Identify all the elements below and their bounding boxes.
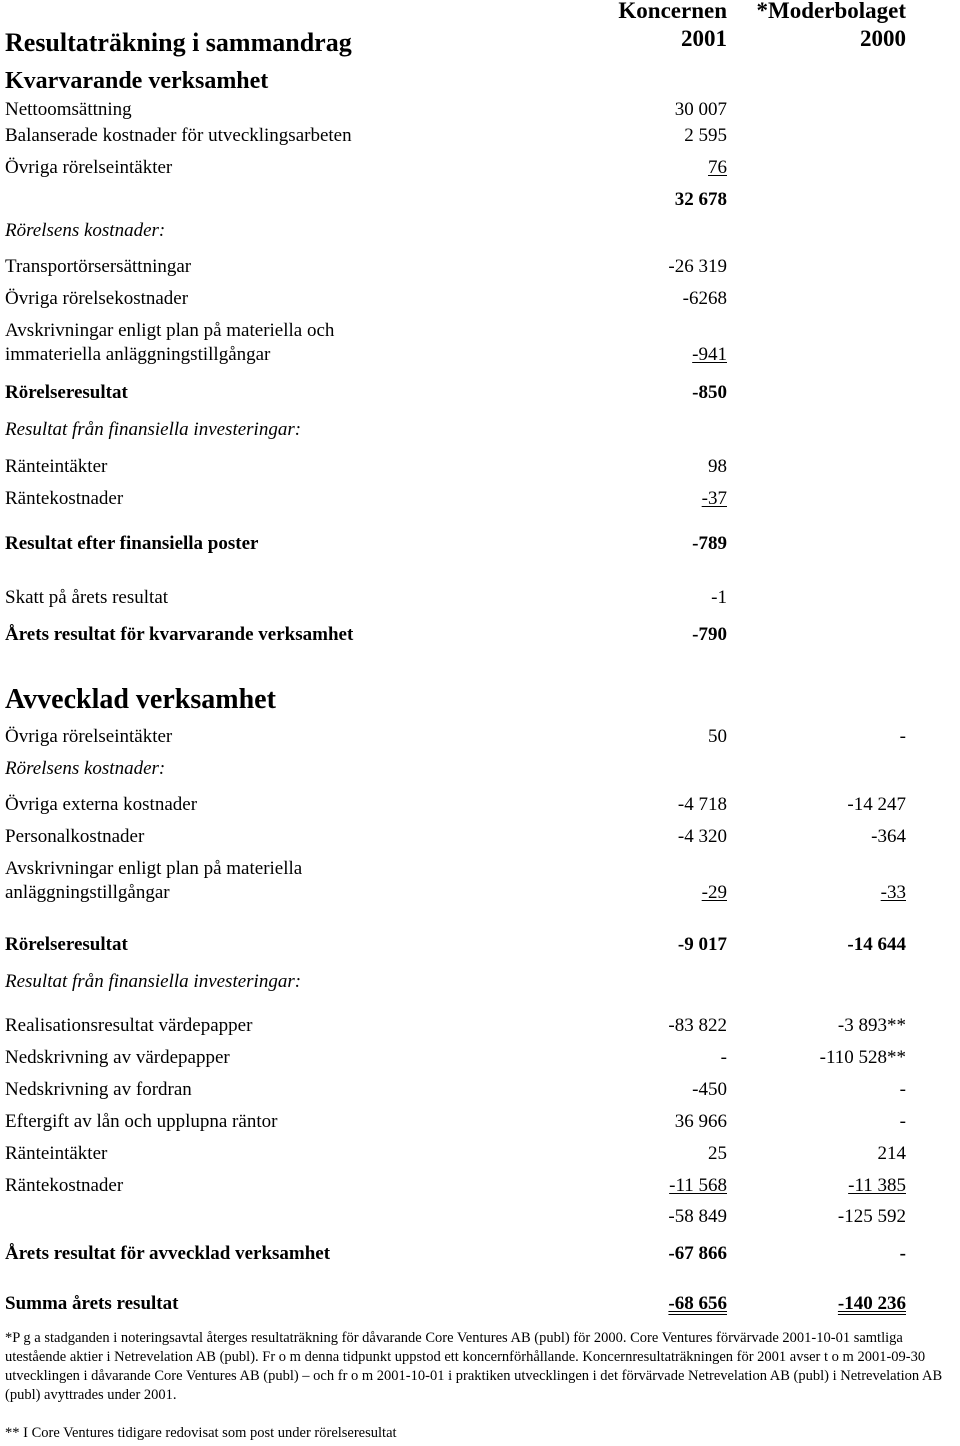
subtotal-value-2001: -58 849 <box>668 1206 727 1227</box>
value-2001: -6268 <box>682 288 727 309</box>
column-header-moderbolaget: *Moderbolaget <box>756 0 906 23</box>
section-heading-continuing: Kvarvarande verksamhet <box>5 68 269 94</box>
value-2000: -110 528** <box>819 1047 906 1068</box>
value-2000: -14 644 <box>847 934 906 955</box>
statement-row <box>0 971 960 995</box>
value-2001: 25 <box>708 1143 727 1164</box>
value-2000: - <box>899 1243 906 1264</box>
statement-row <box>0 1015 960 1039</box>
subtotal-value-2001: 32 678 <box>674 189 727 210</box>
column-header-koncernen: Koncernen <box>618 0 727 23</box>
value-2001: -850 <box>692 382 727 403</box>
row-label: Resultat efter finansiella poster <box>5 533 259 554</box>
row-label: Skatt på årets resultat <box>5 587 169 608</box>
value-2000: -14 247 <box>847 794 906 815</box>
statement-row <box>0 125 960 149</box>
statement-row <box>0 1111 960 1135</box>
statement-row <box>0 382 960 406</box>
value-2001: -83 822 <box>668 1015 727 1036</box>
row-label: Nedskrivning av fordran <box>5 1079 192 1100</box>
statement-row <box>0 344 960 368</box>
row-label: Balanserade kostnader för utvecklingsarbeten <box>5 125 352 146</box>
subtotal-row <box>0 1206 960 1230</box>
value-2001: -68 656 <box>668 1293 727 1314</box>
value-2001: 36 966 <box>674 1111 727 1132</box>
row-label: Årets resultat för avvecklad verksamhet <box>5 1243 331 1264</box>
statement-row <box>0 882 960 906</box>
row-label: immateriella anläggningstillgångar <box>5 344 271 365</box>
statement-row <box>0 99 960 123</box>
row-label: Rörelsens kostnader: <box>5 758 166 779</box>
row-label: Resultat från finansiella investeringar: <box>5 971 302 992</box>
value-2001: -4 718 <box>677 794 727 815</box>
row-label: Ränteintäkter <box>5 1143 108 1164</box>
row-label: Ränteintäkter <box>5 456 108 477</box>
row-label: Eftergift av lån och upplupna räntor <box>5 1111 278 1132</box>
statement-row <box>0 826 960 850</box>
value-2001: -9 017 <box>677 934 727 955</box>
statement-row <box>0 1079 960 1103</box>
row-label: Nedskrivning av värdepapper <box>5 1047 230 1068</box>
statement-row <box>0 533 960 557</box>
statement-row <box>0 1243 960 1267</box>
row-label: Räntekostnader <box>5 1175 124 1196</box>
statement-row <box>0 256 960 280</box>
row-label: Rörelseresultat <box>5 934 128 955</box>
statement-row <box>0 587 960 611</box>
row-label: Resultat från finansiella investeringar: <box>5 419 302 440</box>
statement-row <box>0 934 960 958</box>
statement-row <box>0 624 960 648</box>
value-2001: 2 595 <box>684 125 727 146</box>
row-label: Övriga rörelseintäkter <box>5 726 173 747</box>
value-2001: -29 <box>701 882 727 903</box>
footnote-1: *P g a stadganden i noteringsavtal återges resultaträkning för dåvarande Core Ventures AB (publ) för 2000. Core Ventures förvärvade 2001-10-01 samtliga utestående aktier i Netrevelation AB (publ). Fr o m denna tidpunkt uppstod ett koncernförhållande. Koncernresultaträkningen för 2001 avser t o m 2001-09-30 utvecklingen i dåvarande Core Ventures AB (publ) – och fr o m 2001-10-01 i praktiken utvecklingen i det förvärvade Netrevelation AB (publ) i Netrevelation AB (publ) avyttrades under 2001. <box>5 1330 943 1403</box>
statement-row <box>0 157 960 181</box>
row-label: Övriga externa kostnader <box>5 794 198 815</box>
value-2001: -1 <box>711 587 727 608</box>
row-label: Transportörsersättningar <box>5 256 192 277</box>
row-label: anläggningstillgångar <box>5 882 170 903</box>
subtotal-value-2000: -125 592 <box>837 1206 906 1227</box>
row-label: Summa årets resultat <box>5 1293 179 1314</box>
statement-row <box>0 288 960 312</box>
row-label: Årets resultat för kvarvarande verksamhet <box>5 624 354 645</box>
value-2001: 98 <box>708 456 727 477</box>
value-2001: -450 <box>692 1079 727 1100</box>
value-2001: 76 <box>708 157 727 178</box>
row-label: Nettoomsättning <box>5 99 132 120</box>
row-label: Avskrivningar enligt plan på materiella och <box>5 320 335 341</box>
row-label: Personalkostnader <box>5 826 145 847</box>
value-2000: - <box>899 1111 906 1132</box>
value-2001: -789 <box>692 533 727 554</box>
value-2001: - <box>720 1047 727 1068</box>
value-2001: -790 <box>692 624 727 645</box>
value-2001: -26 319 <box>668 256 727 277</box>
statement-row <box>0 419 960 443</box>
section-heading-discontinued: Avvecklad verksamhet <box>5 684 276 715</box>
row-label: Övriga rörelseintäkter <box>5 157 173 178</box>
statement-row <box>0 1047 960 1071</box>
statement-row <box>0 320 960 344</box>
total-row <box>0 1293 960 1317</box>
statement-row <box>0 794 960 818</box>
value-2000: - <box>899 726 906 747</box>
row-label: Rörelsens kostnader: <box>5 220 166 241</box>
row-label: Räntekostnader <box>5 488 124 509</box>
statement-row <box>0 726 960 750</box>
statement-row <box>0 488 960 512</box>
value-2001: -37 <box>701 488 727 509</box>
footnote-2: ** I Core Ventures tidigare redovisat som post under rörelseresultat <box>5 1425 397 1441</box>
row-label: Avskrivningar enligt plan på materiella <box>5 858 303 879</box>
row-label: Rörelseresultat <box>5 382 128 403</box>
value-2001: 50 <box>708 726 727 747</box>
value-2001: -67 866 <box>668 1243 727 1264</box>
statement-row <box>0 1175 960 1199</box>
value-2000: -33 <box>880 882 906 903</box>
value-2001: -941 <box>692 344 727 365</box>
value-2000: -140 236 <box>837 1293 906 1314</box>
value-2000: - <box>899 1079 906 1100</box>
value-2000: -364 <box>871 826 906 847</box>
subtotal-row <box>0 189 960 213</box>
value-2000: 214 <box>877 1143 906 1164</box>
statement-row <box>0 1143 960 1167</box>
page-title: Resultaträkning i sammandrag <box>5 28 352 57</box>
value-2001: 30 007 <box>674 99 727 120</box>
value-2001: -11 568 <box>669 1175 727 1196</box>
row-label: Realisationsresultat värdepapper <box>5 1015 253 1036</box>
value-2001: -4 320 <box>677 826 727 847</box>
row-label: Övriga rörelsekostnader <box>5 288 189 309</box>
statement-row <box>0 456 960 480</box>
statement-row <box>0 220 960 244</box>
column-year-2001: 2001 <box>681 26 727 51</box>
value-2000: -11 385 <box>848 1175 906 1196</box>
statement-row <box>0 858 960 882</box>
value-2000: -3 893** <box>837 1015 906 1036</box>
statement-row <box>0 758 960 782</box>
column-year-2000: 2000 <box>860 26 906 51</box>
